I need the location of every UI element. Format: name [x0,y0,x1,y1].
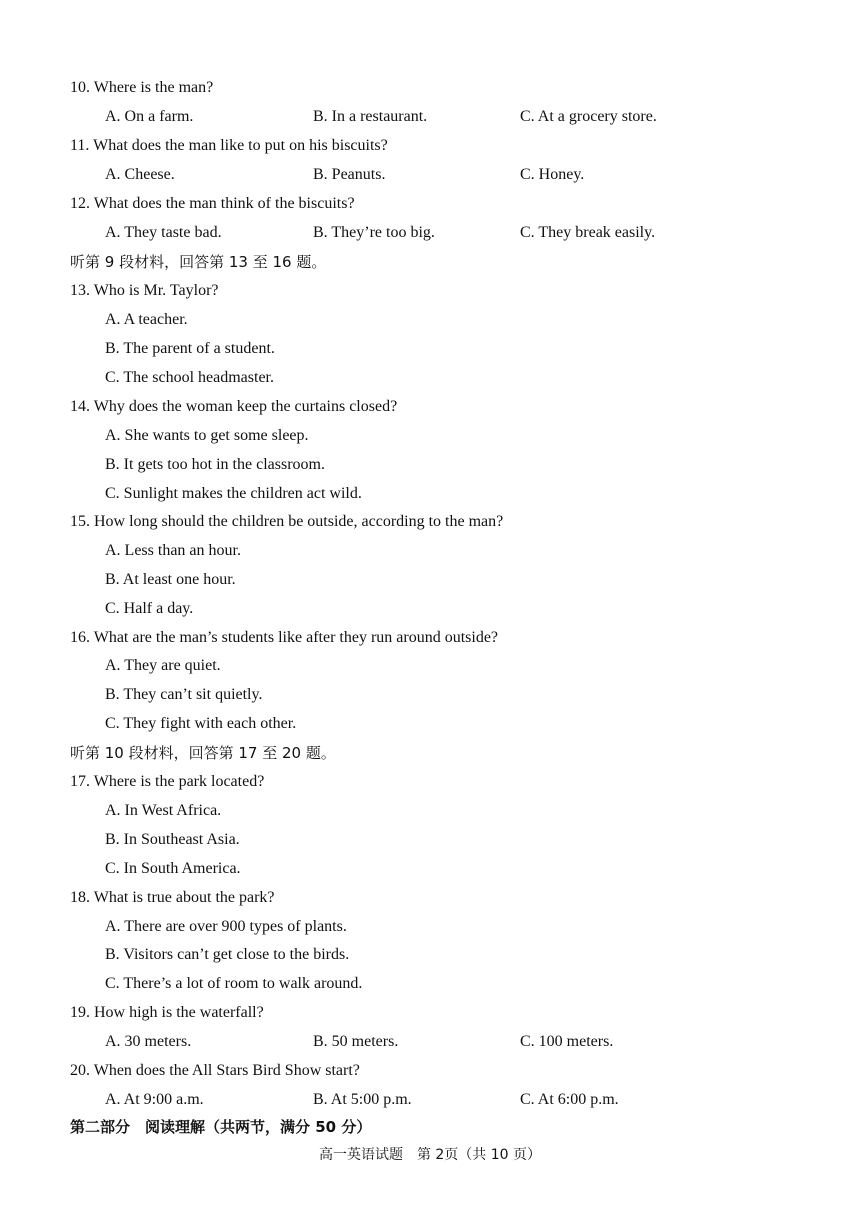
q17-option-a: A. In West Africa. [105,802,222,819]
q13-option-b: B. The parent of a student. [105,340,275,357]
q12-option-b: B. They’re too big. [313,224,435,241]
q19-option-a: A. 30 meters. [105,1033,192,1050]
q17-option-c: C. In South America. [105,860,241,877]
q13-option-a: A. A teacher. [105,311,188,328]
q10-option-b: B. In a restaurant. [313,108,428,125]
q11-option-b: B. Peanuts. [313,166,386,183]
question-17: 17. Where is the park located? [70,773,265,790]
q10-option-c: C. At a grocery store. [520,108,657,125]
question-16: 16. What are the man’s students like after they run around outside? [70,629,499,646]
q16-option-a: A. They are quiet. [105,657,221,674]
q11-option-c: C. Honey. [520,166,585,183]
q16-option-b: B. They can’t sit quietly. [105,686,263,703]
question-19: 19. How high is the waterfall? [70,1004,264,1021]
q20-option-c: C. At 6:00 p.m. [520,1091,619,1108]
q20-option-a: A. At 9:00 a.m. [105,1091,204,1108]
question-13: 13. Who is Mr. Taylor? [70,282,219,299]
q11-option-a: A. Cheese. [105,166,175,183]
question-11: 11. What does the man like to put on his biscuits? [70,137,388,154]
q14-option-a: A. She wants to get some sleep. [105,427,309,444]
q20-option-b: B. At 5:00 p.m. [313,1091,412,1108]
q19-option-b: B. 50 meters. [313,1033,399,1050]
q14-option-b: B. It gets too hot in the classroom. [105,456,325,473]
q18-option-a: A. There are over 900 types of plants. [105,918,347,935]
part-two-heading: 第二部分 阅读理解（共两节，满分 50 分） [70,1118,372,1136]
q16-option-c: C. They fight with each other. [105,715,297,732]
question-20: 20. When does the All Stars Bird Show start? [70,1062,360,1079]
q15-option-c: C. Half a day. [105,600,194,617]
q10-option-a: A. On a farm. [105,108,194,125]
question-18: 18. What is true about the park? [70,889,275,906]
question-14: 14. Why does the woman keep the curtains closed? [70,398,398,415]
q15-option-a: A. Less than an hour. [105,542,241,559]
q15-option-b: B. At least one hour. [105,571,236,588]
q12-option-a: A. They taste bad. [105,224,222,241]
q14-option-c: C. Sunlight makes the children act wild. [105,485,362,502]
page-footer: 高一英语试题 第 2页（共 10 页） [318,1147,542,1163]
question-12: 12. What does the man think of the biscuits? [70,195,355,212]
q17-option-b: B. In Southeast Asia. [105,831,240,848]
q12-option-c: C. They break easily. [520,224,656,241]
section-9-instruction: 听第 9 段材料，回答第 13 至 16 题。 [70,253,327,271]
q18-option-b: B. Visitors can’t get close to the birds. [105,946,350,963]
q19-option-c: C. 100 meters. [520,1033,614,1050]
question-15: 15. How long should the children be outside, according to the man? [70,513,504,530]
q18-option-c: C. There’s a lot of room to walk around. [105,975,363,992]
question-10: 10. Where is the man? [70,79,214,96]
q13-option-c: C. The school headmaster. [105,369,274,386]
section-10-instruction: 听第 10 段材料，回答第 17 至 20 题。 [70,744,336,762]
